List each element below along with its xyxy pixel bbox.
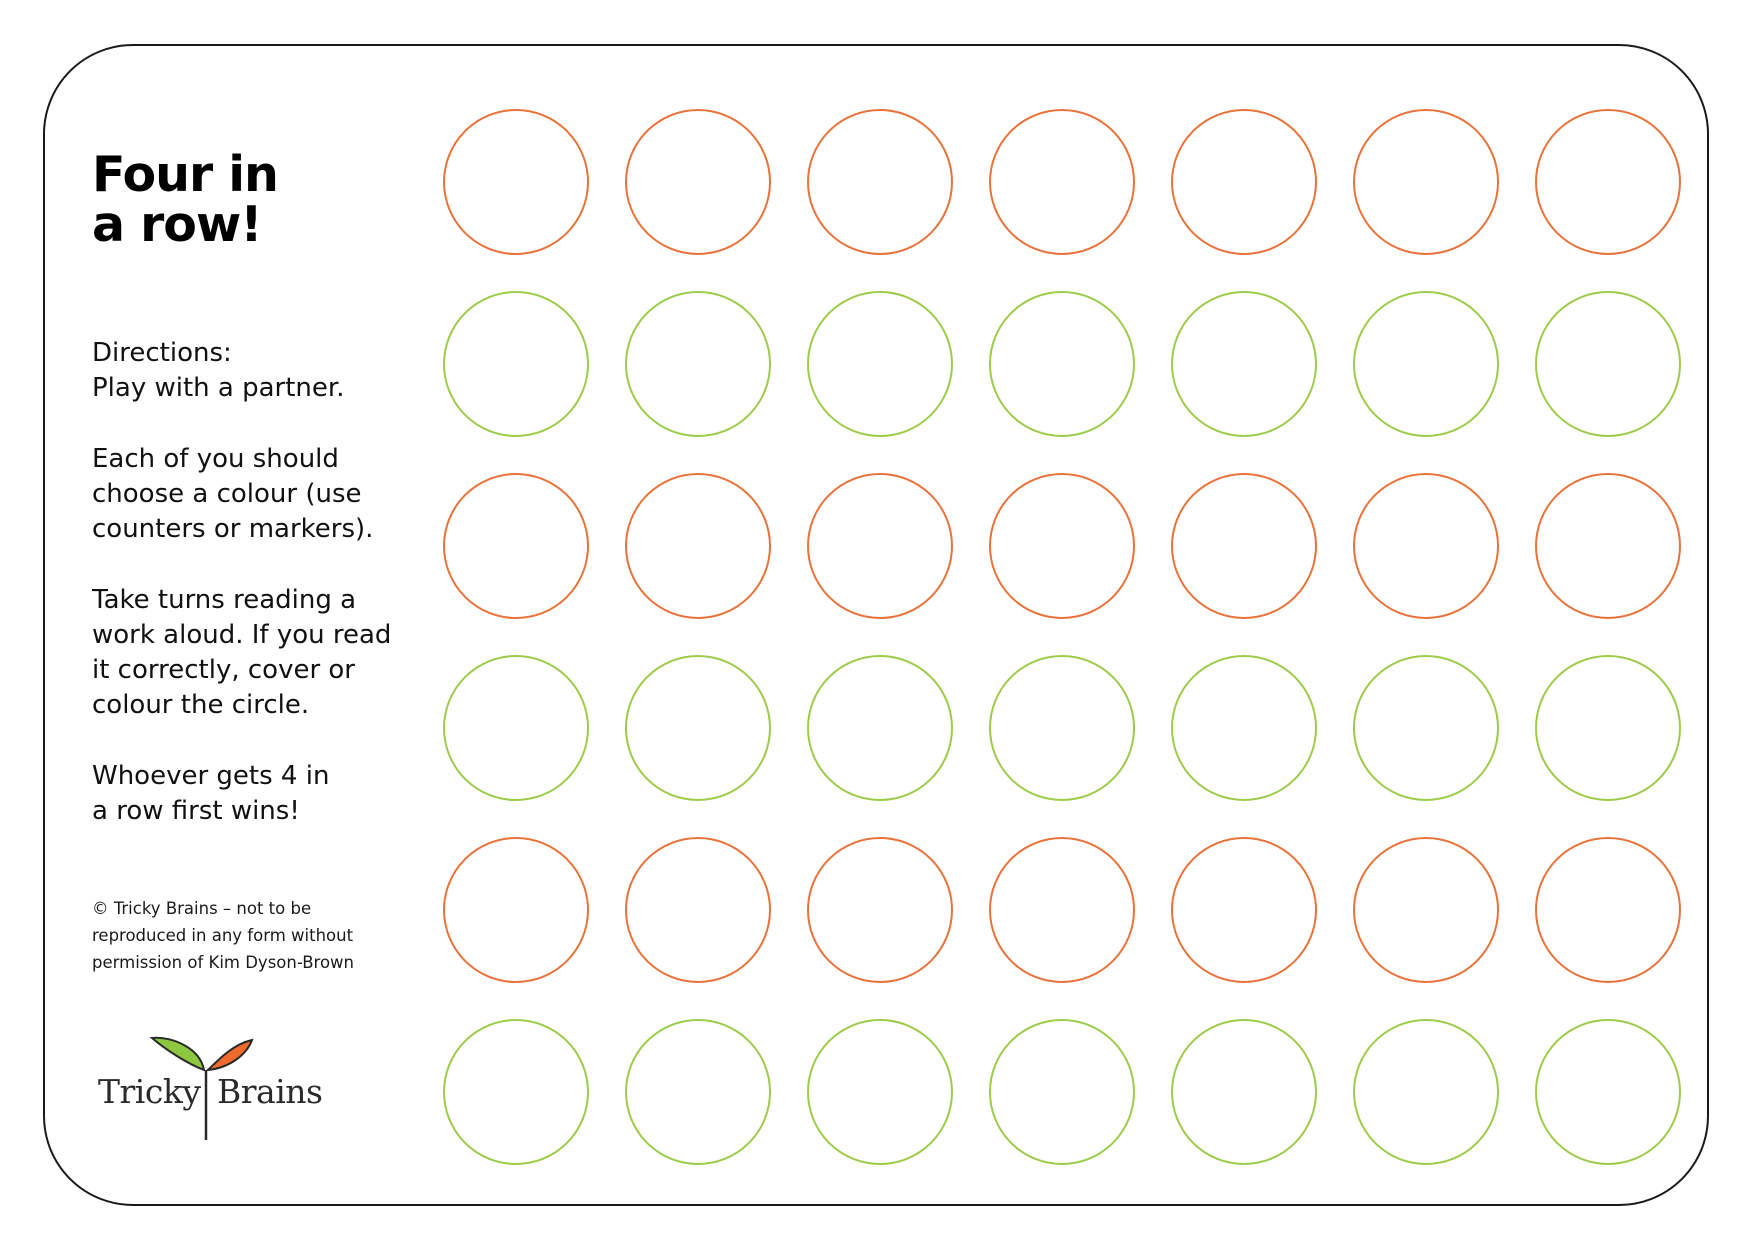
- board-circle-orange[interactable]: [625, 837, 771, 983]
- board-circle-green[interactable]: [625, 1019, 771, 1165]
- board-circle-green[interactable]: [443, 655, 589, 801]
- directions-line: colour the circle.: [92, 690, 310, 720]
- board-circle-orange[interactable]: [1353, 837, 1499, 983]
- board-circle-green[interactable]: [989, 655, 1135, 801]
- board-circle-green[interactable]: [1535, 1019, 1681, 1165]
- board-circle-orange[interactable]: [443, 837, 589, 983]
- board-circle-green[interactable]: [1535, 655, 1681, 801]
- title-line-2: a row!: [92, 196, 262, 253]
- board-circle-orange[interactable]: [989, 109, 1135, 255]
- directions-line: choose a colour (use: [92, 479, 362, 509]
- board-circle-green[interactable]: [1535, 291, 1681, 437]
- board-circle-orange[interactable]: [1353, 473, 1499, 619]
- board-circle-orange[interactable]: [807, 837, 953, 983]
- board-circle-green[interactable]: [989, 1019, 1135, 1165]
- directions-line: Each of you should: [92, 444, 339, 474]
- directions-line: a row first wins!: [92, 796, 300, 826]
- board-circle-orange[interactable]: [1171, 837, 1317, 983]
- copyright-line: reproduced in any form without: [92, 926, 354, 945]
- board-circle-green[interactable]: [1171, 655, 1317, 801]
- board-circle-green[interactable]: [1171, 1019, 1317, 1165]
- directions-line: Whoever gets 4 in: [92, 761, 330, 791]
- directions-heading: Directions:: [92, 338, 232, 368]
- copyright-line: © Tricky Brains – not to be: [92, 899, 312, 918]
- title-line-1: Four in: [92, 146, 278, 203]
- board-circle-green[interactable]: [807, 291, 953, 437]
- logo-word-tricky: Tricky: [98, 1072, 201, 1111]
- board-circle-orange[interactable]: [807, 109, 953, 255]
- board-circle-green[interactable]: [989, 291, 1135, 437]
- board-circle-orange[interactable]: [443, 473, 589, 619]
- directions-line: Play with a partner.: [92, 373, 345, 403]
- directions-line: it correctly, cover or: [92, 655, 355, 685]
- directions-line: work aloud. If you read: [92, 620, 392, 650]
- logo-word-brains: Brains: [217, 1072, 323, 1111]
- directions-line: counters or markers).: [92, 514, 374, 544]
- board-circle-green[interactable]: [807, 1019, 953, 1165]
- board-circle-green[interactable]: [1353, 655, 1499, 801]
- board-circle-orange[interactable]: [1535, 837, 1681, 983]
- board-circle-orange[interactable]: [989, 473, 1135, 619]
- board-circle-green[interactable]: [807, 655, 953, 801]
- directions-line: Take turns reading a: [92, 585, 357, 615]
- board-circle-orange[interactable]: [1535, 473, 1681, 619]
- board-circle-orange[interactable]: [443, 109, 589, 255]
- board-circle-orange[interactable]: [989, 837, 1135, 983]
- board-circle-green[interactable]: [443, 291, 589, 437]
- board-circle-orange[interactable]: [1171, 109, 1317, 255]
- board-circle-orange[interactable]: [625, 473, 771, 619]
- board-circle-green[interactable]: [1171, 291, 1317, 437]
- board-circle-green[interactable]: [1353, 291, 1499, 437]
- board-circle-green[interactable]: [625, 655, 771, 801]
- board-circle-orange[interactable]: [625, 109, 771, 255]
- board-circle-green[interactable]: [625, 291, 771, 437]
- board-circle-green[interactable]: [1353, 1019, 1499, 1165]
- board-circle-orange[interactable]: [1353, 109, 1499, 255]
- board-circle-orange[interactable]: [1171, 473, 1317, 619]
- board-circle-green[interactable]: [443, 1019, 589, 1165]
- board-circle-orange[interactable]: [1535, 109, 1681, 255]
- copyright-line: permission of Kim Dyson-Brown: [92, 953, 354, 972]
- board-circle-orange[interactable]: [807, 473, 953, 619]
